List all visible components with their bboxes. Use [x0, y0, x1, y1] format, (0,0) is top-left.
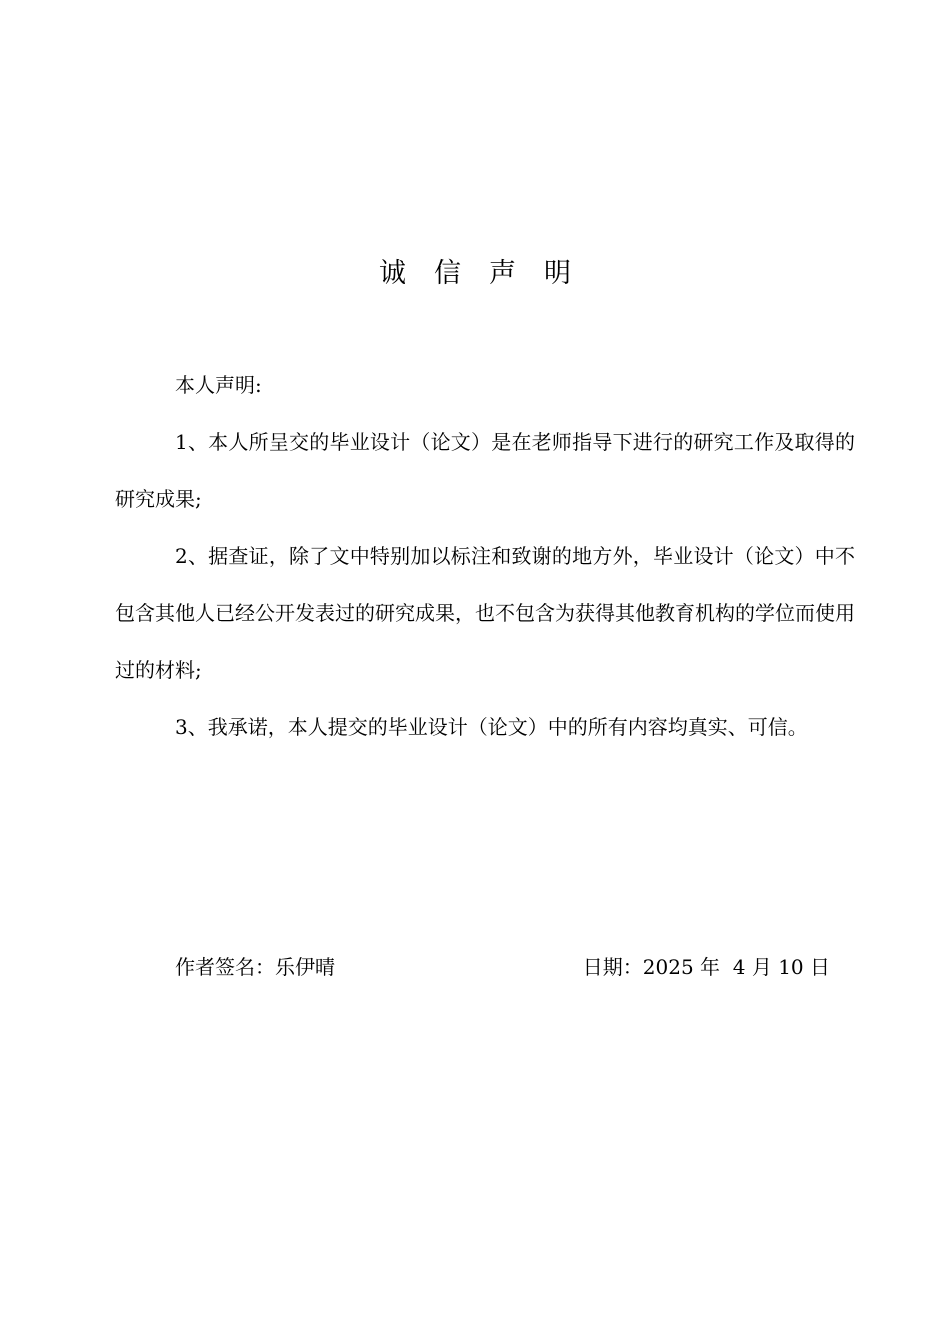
- declaration-body: [115, 357, 855, 756]
- declaration-intro: 本人声明:: [175, 373, 262, 397]
- date-value: 2025 年 4 月 10 日: [642, 955, 830, 979]
- signature-label: 作者签名：: [175, 955, 275, 979]
- signature-row: [175, 947, 830, 987]
- author-signature: [175, 947, 335, 987]
- signature-date: [583, 947, 830, 987]
- clause-3: 3、我承诺，本人提交的毕业设计（论文）中的所有内容均真实、可信。: [175, 715, 808, 739]
- clause-2: 2、据查证，除了文中特别加以标注和致谢的地方外，毕业设计（论文）中不包含其他人已经公开发表过的研究成果，也不包含为获得其他教育机构的学位而使用过的材料;: [115, 544, 855, 682]
- signature-name: 乐伊晴: [275, 955, 335, 979]
- clause-1: 1、本人所呈交的毕业设计（论文）是在老师指导下进行的研究工作及取得的研究成果;: [115, 430, 855, 511]
- page-title: 诚信声明: [379, 258, 599, 289]
- date-label: 日期：: [582, 955, 643, 979]
